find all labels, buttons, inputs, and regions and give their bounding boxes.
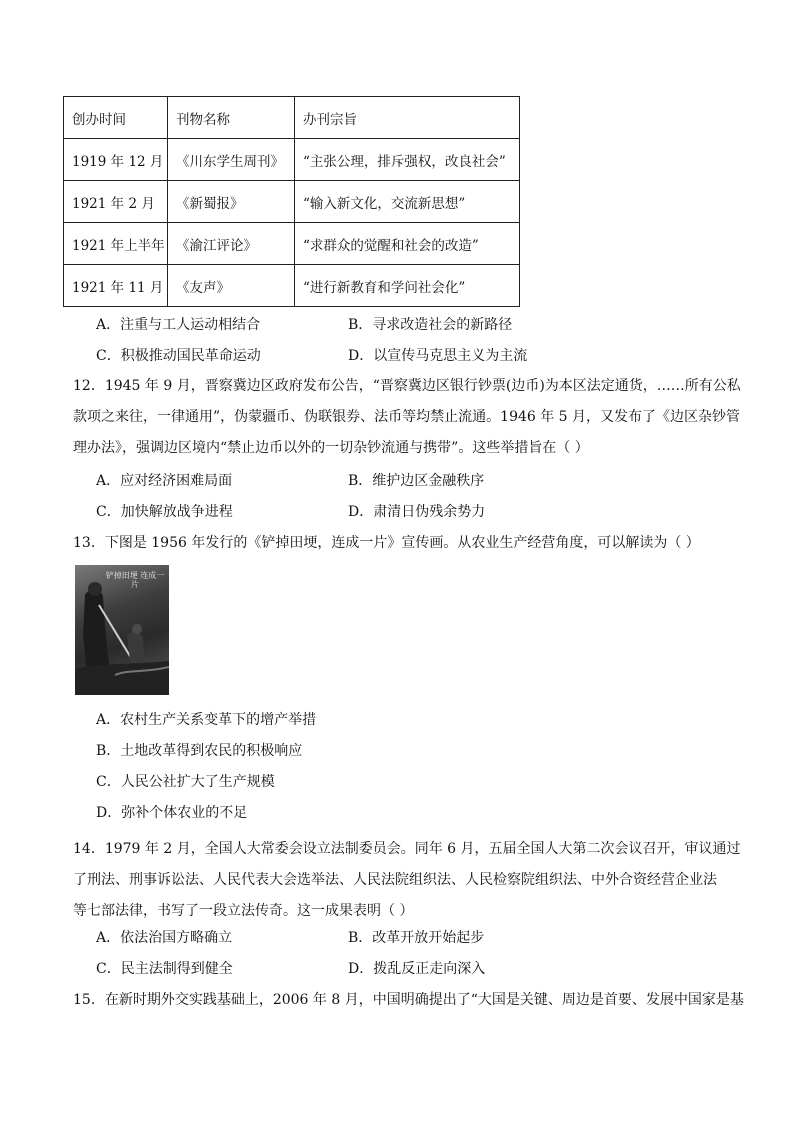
q12-stem-line: 款项之来往，一律通用”，伪蒙疆币、伪联银券、法币等均禁止流通。1946 年 5 月，又发布了《边区杂钞管 [73,409,741,425]
table-header-cell: 刊物名称 [168,97,295,139]
table-row [64,181,520,223]
q12-stem-line: 12．1945 年 9 月，晋察冀边区政府发布公告，“晋察冀边区银行钞票(边币)为本区法定通货，……所有公私 [73,378,741,394]
q13-stem: 13．下图是 1956 年发行的《铲掉田埂，连成一片》宣传画。从农业生产经营角度，可以解读为（ ） [73,535,700,551]
table-cell: “进行新教育和学问社会化” [295,265,520,307]
table-cell: 《新蜀报》 [168,181,295,223]
q14-option-b[interactable]: B．改革开放开始起步 [348,930,485,946]
table-cell: 1921 年上半年 [64,223,168,265]
q13-option-a[interactable]: A．农村生产关系变革下的增产举措 [96,712,317,728]
q12-stem-line: 理办法》，强调边区境内“禁止边币以外的一切杂钞流通与携带”。这些举措旨在（ ） [73,440,589,456]
table-cell: 1921 年 2 月 [64,181,168,223]
table-cell: 《友声》 [168,265,295,307]
table-cell: “求群众的觉醒和社会的改造” [295,223,520,265]
q14-option-a[interactable]: A．依法治国方略确立 [96,930,233,946]
propaganda-poster-image [75,565,169,695]
q13-option-d[interactable]: D．弥补个体农业的不足 [96,805,248,821]
q11-option-a[interactable]: A．注重与工人运动相结合 [96,317,261,333]
q12-option-b[interactable]: B．维护边区金融秩序 [348,473,485,489]
q12-stem [73,371,741,464]
table-header-cell: 办刊宗旨 [295,97,520,139]
table-header-cell: 创办时间 [64,97,168,139]
table-header-row [64,97,520,139]
table-cell: “输入新文化，交流新思想” [295,181,520,223]
table-cell: 1921 年 11 月 [64,265,168,307]
poster-title: 铲掉田埂 连成一片 [105,571,165,589]
q11-option-b[interactable]: B．寻求改造社会的新路径 [348,317,513,333]
table-cell: 1919 年 12 月 [64,139,168,181]
q14-stem-line: 等七部法律，书写了一段立法传奇。这一成果表明（ ） [73,903,414,919]
q12-option-c[interactable]: C．加快解放战争进程 [96,504,233,520]
table-row [64,223,520,265]
q15-stem: 15．在新时期外交实践基础上，2006 年 8 月，中国明确提出了“大国是关键、周边是首要、发展中国家是基 [73,992,744,1008]
q14-option-c[interactable]: C．民主法制得到健全 [96,961,233,977]
q14-stem-line: 14．1979 年 2 月，全国人大常委会设立法制委员会。同年 6 月，五届全国人大第二次会议召开，审议通过 [73,841,741,857]
q11-option-d[interactable]: D．以宣传马克思主义为主流 [348,348,528,364]
q12-option-d[interactable]: D．肃清日伪残余势力 [348,504,486,520]
q11-option-c[interactable]: C．积极推动国民革命运动 [96,348,261,364]
periodicals-table [63,96,520,307]
q14-option-d[interactable]: D．拨乱反正走向深入 [348,961,486,977]
q14-stem [73,834,741,927]
table-cell: 《川东学生周刊》 [168,139,295,181]
q13-option-c[interactable]: C．人民公社扩大了生产规模 [96,774,275,790]
q12-option-a[interactable]: A．应对经济困难局面 [96,473,233,489]
table-row [64,139,520,181]
q14-stem-line: 了刑法、刑事诉讼法、人民代表大会选举法、人民法院组织法、人民检察院组织法、中外合资经营企业法 [73,872,717,888]
q13-option-b[interactable]: B．土地改革得到农民的积极响应 [96,743,303,759]
table-row [64,265,520,307]
table-cell: “主张公理，排斥强权，改良社会” [295,139,520,181]
table-cell: 《渝江评论》 [168,223,295,265]
